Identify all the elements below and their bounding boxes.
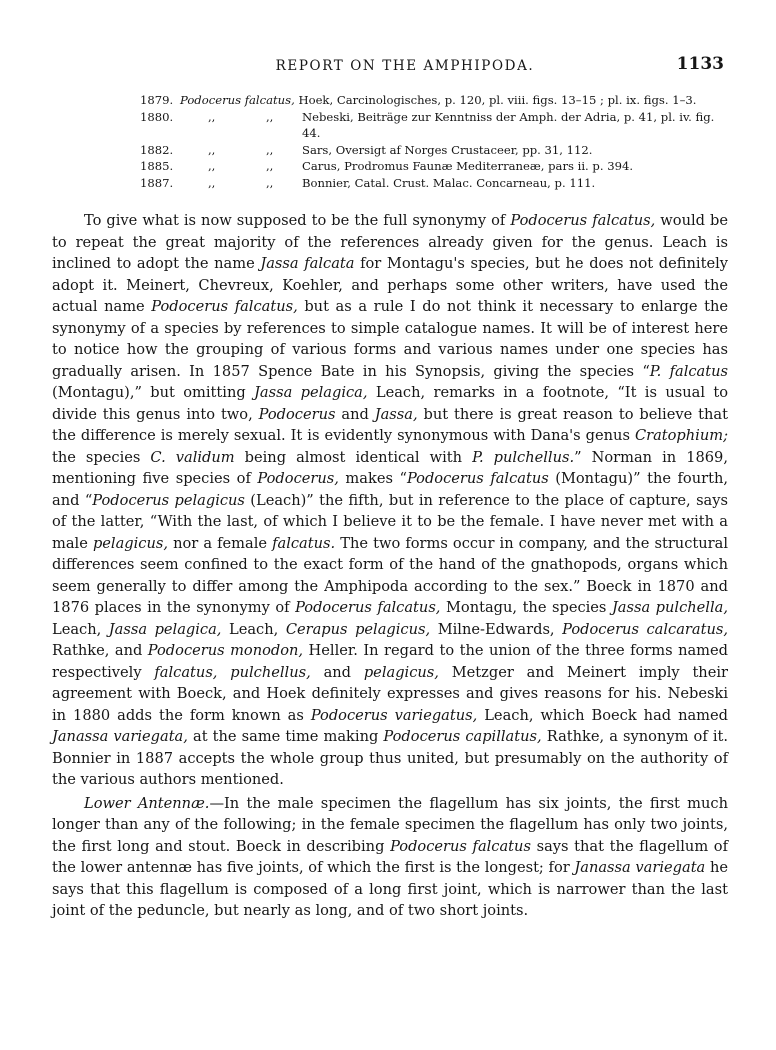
synonymy-species: Podocerus falcatus, xyxy=(180,93,295,107)
body-text xyxy=(52,210,728,922)
synonymy-reference: Sars, Oversigt af Norges Crustaceer, pp. 31, 112. xyxy=(302,142,593,157)
page-number: 1133 xyxy=(676,54,724,74)
synonymy-reference: Carus, Prodromus Faunæ Mediterraneæ, pars ii. p. 394. xyxy=(302,159,634,173)
synonymy-entry xyxy=(140,142,730,159)
synonymy-year: 1887. xyxy=(140,175,174,190)
synonymy-reference: Bonnier, Catal. Crust. Malac. Concarneau, p. 111. xyxy=(302,175,596,190)
synonymy-entry xyxy=(140,175,730,192)
lower-antennae-paragraph: Lower Antennæ.—In the male specimen the flagellum has six joints, the first much longer than any of the following; in the female specimen the flagellum has only two joints, the first long and stout. Boeck in describing Podocerus falcatus says that the flagellum of the lower antennæ has five joints, of which the first is the longest; for Janassa variegata he says that this flagellum is composed of a long first joint, which is narrower than the last joint of the peduncle, but nearly as long, and of two short joints. xyxy=(52,794,728,919)
ditto-mark: ,, xyxy=(208,175,216,190)
ditto-mark: ,, xyxy=(208,142,216,157)
synonymy-entry xyxy=(140,158,730,175)
synonymy-year: 1879. xyxy=(140,93,174,107)
ditto-mark: ,, xyxy=(266,175,274,190)
ditto-mark: ,, xyxy=(266,142,274,157)
synonymy-entry xyxy=(140,109,730,142)
page-header xyxy=(84,54,726,78)
synonymy-year: 1880. xyxy=(140,109,174,124)
synonymy-reference: Nebeski, Beiträge zur Kenntniss der Amph. der Adria, p. 41, pl. iv. fig. 44. xyxy=(302,109,715,140)
synonymy-list xyxy=(140,92,730,191)
synonymy-reference: Podocerus falcatus, Hoek, Carcinologisches, p. 120, pl. viii. figs. 13–15 ; pl. ix. figs. 1–3. xyxy=(180,93,697,107)
running-title: REPORT ON THE AMPHIPODA. xyxy=(275,58,535,74)
synonymy-year: 1882. xyxy=(140,142,174,157)
synonymy-year: 1885. xyxy=(140,159,174,173)
ditto-mark: ,, xyxy=(208,109,216,124)
synonymy-discussion-paragraph: To give what is now supposed to be the full synonymy of Podocerus falcatus, would be to repeat the great majority of the references already given for the genus. Leach is inclined to adopt the name Jassa falcata for Montagu's species, but he does not definitely adopt it. Meinert, Chevreux, Koehler, and perhaps some other writers, have used the actual name Podocerus falcatus, but as a rule I do not think it necessary to enlarge the synonymy of a species by references to simple catalogue names. It will be of interest here to notice how the grouping of various forms and various names under one species has gradually arisen. In 1857 Spence Bate in his Synopsis, giving the species “P. falcatus (Montagu),” but omitting Jassa pelagica, Leach, remarks in a footnote, “It is usual to divide this genus into two, Podocerus and Jassa, but there is great reason to believe that the difference is merely sexual. It is evidently synonymous with Dana's genus Cratophium; the species C. validum being almost identical with P. pulchellus.” Norman in 1869, mentioning five species of Podocerus, makes “Podocerus falcatus (Montagu)” the fourth, and “Podocerus pelagicus (Leach)” the fifth, but in reference to the place of capture, says of the latter, “With the last, of which I believe it to be the female. I have never met with a male pelagicus, nor a female falcatus. The two forms occur in company, and the structural differences seem confined to the exact form of the hand of the gnathopods, organs which seem generally to differ among the Amphipoda according to the sex.” Boeck in 1870 and 1876 places in the synonymy of Podocerus falcatus, Montagu, the species Jassa pulchella, Leach, Jassa pelagica, Leach, Cerapus pelagicus, Milne-Edwards, Podocerus calcaratus, Rathke, and Podocerus monodon, Heller. In regard to the union of the three forms named respectively falcatus, pulchellus, and pelagicus, Metzger and Meinert imply their agreement with Boeck, and Hoek definitely expresses and gives reasons for his. Nebeski in 1880 adds the form known as Podocerus variegatus, Leach, which Boeck had named Janassa variegata, at the same time making Podocerus capillatus, Rathke, a synonym of it. Bonnier in 1887 accepts the whole group thus united, but presumably on the authority of the various authors mentioned. xyxy=(52,212,729,788)
synonymy-entry xyxy=(140,92,730,109)
ditto-mark: ,, xyxy=(208,159,216,173)
section-heading: Lower Antennæ. xyxy=(84,794,210,812)
ditto-mark: ,, xyxy=(266,159,274,173)
ditto-mark: ,, xyxy=(266,109,274,124)
